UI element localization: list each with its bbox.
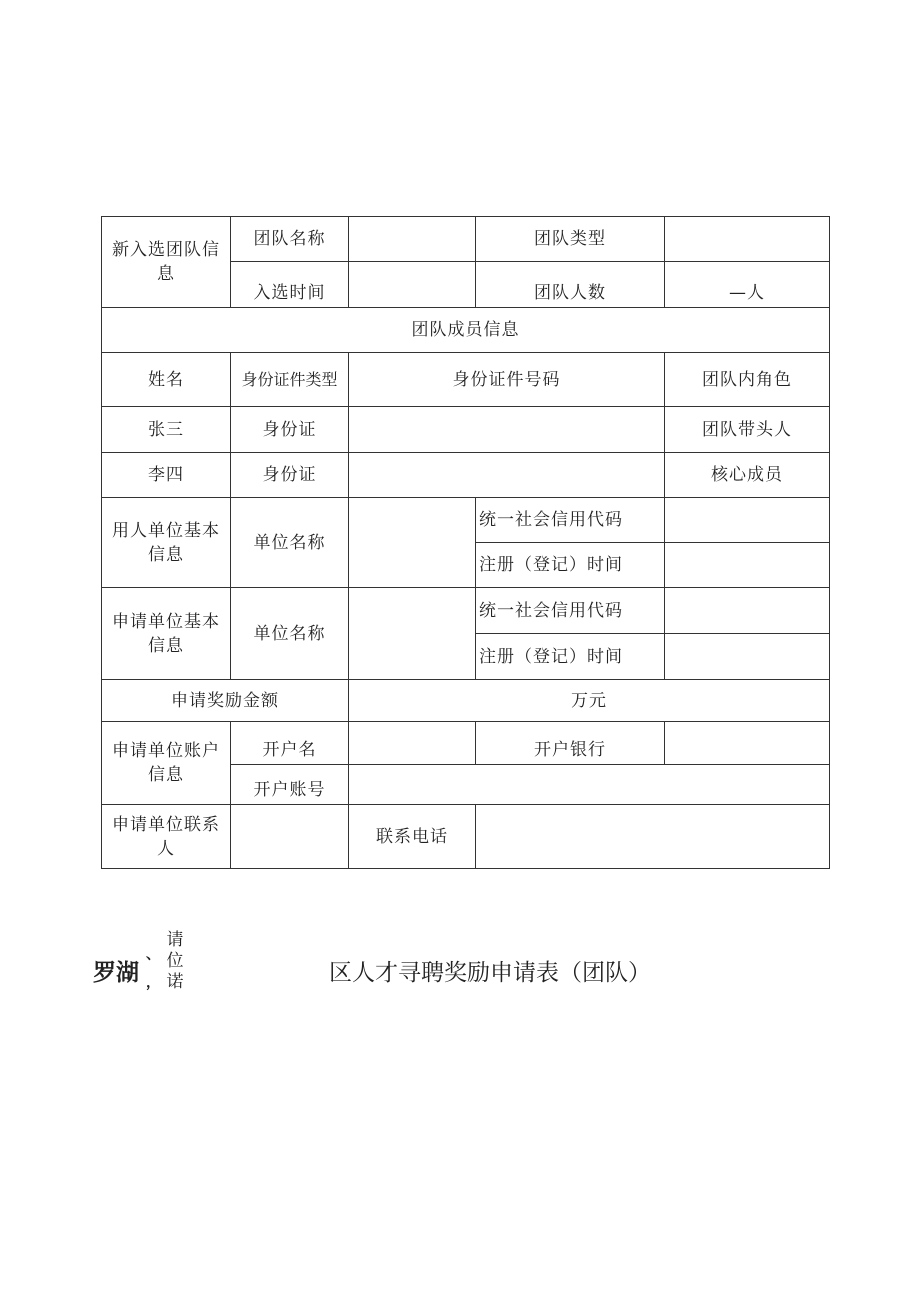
- applicant-reg-time-label: 注册（登记）时间: [476, 634, 665, 680]
- account-name-cell[interactable]: [349, 722, 476, 765]
- amount-cell[interactable]: 万元: [349, 680, 830, 722]
- account-number-label: 开户账号: [231, 765, 349, 805]
- title-prefix: 罗湖: [93, 960, 139, 986]
- selected-time-cell[interactable]: [349, 262, 476, 308]
- vertical-char: 请: [166, 930, 184, 950]
- applicant-reg-time-cell[interactable]: [665, 634, 830, 680]
- amount-label: 申请奖励金额: [102, 680, 349, 722]
- applicant-name-label: 单位名称: [231, 588, 349, 680]
- employer-reg-time-cell[interactable]: [665, 543, 830, 588]
- team-name-label: 团队名称: [231, 217, 349, 262]
- member-role[interactable]: 核心成员: [665, 453, 830, 498]
- contact-cell[interactable]: [231, 805, 349, 869]
- member-id-type[interactable]: 身份证: [231, 453, 349, 498]
- member-id-number[interactable]: [349, 453, 665, 498]
- member-name-column-header: 姓名: [102, 353, 231, 407]
- application-form-table: [101, 216, 830, 869]
- applicant-name-cell[interactable]: [349, 588, 476, 680]
- team-type-label: 团队类型: [476, 217, 665, 262]
- contact-label: 申请单位联系人: [102, 805, 231, 869]
- applicant-credit-code-cell[interactable]: [665, 588, 830, 634]
- team-info-label: 新入选团队信息: [102, 217, 231, 308]
- team-size-value[interactable]: —人: [665, 262, 830, 308]
- member-row: [102, 453, 830, 498]
- member-id-type-column-header: 身份证件类型: [231, 353, 349, 407]
- members-header: 团队成员信息: [102, 308, 830, 353]
- account-number-cell[interactable]: [349, 765, 830, 805]
- vertical-text: [165, 930, 185, 993]
- member-id-number-column-header: 身份证件号码: [349, 353, 665, 407]
- member-id-type[interactable]: 身份证: [231, 407, 349, 453]
- bank-cell[interactable]: [665, 722, 830, 765]
- title-mark-comma-top: 、: [146, 947, 160, 963]
- employer-credit-code-label: 统一社会信用代码: [476, 498, 665, 543]
- member-name[interactable]: 张三: [102, 407, 231, 453]
- document-title: 区人才寻聘奖励申请表（团队）: [329, 960, 651, 986]
- vertical-char: 位: [166, 951, 184, 971]
- bank-label: 开户银行: [476, 722, 665, 765]
- employer-name-cell[interactable]: [349, 498, 476, 588]
- member-name[interactable]: 李四: [102, 453, 231, 498]
- account-name-label: 开户名: [231, 722, 349, 765]
- title-mark-comma-bottom: ，: [146, 975, 160, 991]
- team-size-label: 团队人数: [476, 262, 665, 308]
- member-row: [102, 407, 830, 453]
- vertical-char: 诺: [166, 972, 184, 992]
- phone-label: 联系电话: [349, 805, 476, 869]
- selected-time-label: 入选时间: [231, 262, 349, 308]
- applicant-credit-code-label: 统一社会信用代码: [476, 588, 665, 634]
- phone-cell[interactable]: [476, 805, 830, 869]
- member-id-number[interactable]: [349, 407, 665, 453]
- employer-name-label: 单位名称: [231, 498, 349, 588]
- applicant-info-label: 申请单位基本信息: [102, 588, 231, 680]
- member-role-column-header: 团队内角色: [665, 353, 830, 407]
- member-role[interactable]: 团队带头人: [665, 407, 830, 453]
- employer-reg-time-label: 注册（登记）时间: [476, 543, 665, 588]
- team-type-cell[interactable]: [665, 217, 830, 262]
- employer-info-label: 用人单位基本信息: [102, 498, 231, 588]
- account-info-label: 申请单位账户信息: [102, 722, 231, 805]
- employer-credit-code-cell[interactable]: [665, 498, 830, 543]
- team-name-cell[interactable]: [349, 217, 476, 262]
